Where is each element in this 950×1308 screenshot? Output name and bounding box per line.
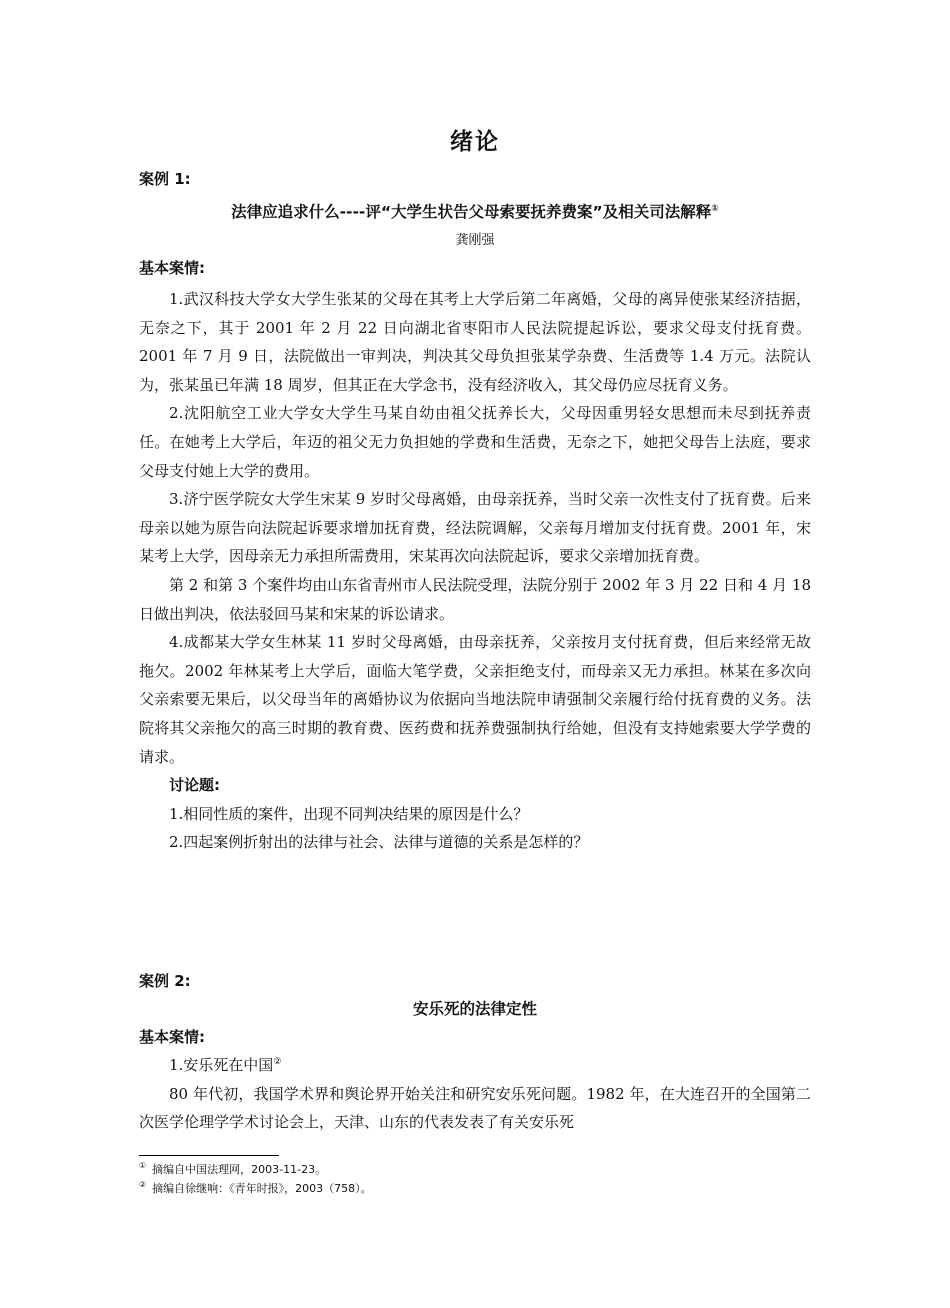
footnote-1 (139, 1161, 326, 1177)
footnote-ref-2: ② (273, 1057, 282, 1067)
footnote-2 (139, 1180, 372, 1196)
case2-label: 案例 2: (139, 972, 191, 990)
case1-paragraph: 4.成都某大学女生林某 11 岁时父母离婚，由母亲抚养，父亲按月支付抚育费，但后来经常无故拖欠。2002 年林某考上大学后，面临大笔学费，父亲拒绝支付，而母亲又无力承担。林某在多次向父亲索要无果后，以父母当年的离婚协议为依据向当地法院申请强制父亲履行给付抚育费的义务。法院将其父亲拖欠的高三时期的教育费、医药费和抚养费强制执行给她，但没有支持她索要大学学费的请求。 (139, 633, 811, 766)
case1-discussion-label: 讨论题: (169, 776, 220, 795)
case1-paragraph: 1.武汉科技大学女大学生张某的父母在其考上大学后第二年离婚，父母的离异使张某经济拮据，无奈之下，其于 2001 年 2 月 22 日向湖北省枣阳市人民法院提起诉讼，要求父母支付抚育费。2001 年 7 月 9 日，法院做出一审判决，判决其父母负担张某学杂费、生活费等 1.4 万元。法院认为，张某虽已年满 18 周岁，但其正在大学念书，没有经济收入，其父母仍应尽抚育义务。 (139, 290, 811, 394)
case2-subtitle: 安乐死的法律定性 (412, 1000, 537, 1018)
footnote-ref-1: ① (711, 203, 719, 214)
case1-paragraph: 2.沈阳航空工业大学女大学生马某自幼由祖父抚养长大，父母因重男轻女思想而未尽到抚养责任。在她考上大学后，年迈的祖父无力负担她的学费和生活费，无奈之下，她把父母告上法庭，要求父母支付她上大学的费用。 (139, 404, 811, 480)
discussion-question: 1.相同性质的案件，出现不同判决结果的原因是什么？ (169, 804, 529, 823)
footnote-text: 摘编自徐继响：《青年时报》，2003（758）。 (152, 1182, 372, 1195)
case2-basic-label: 基本案情: (139, 1028, 205, 1046)
case2-body (139, 1051, 811, 1137)
footnote-divider (139, 1155, 279, 1156)
case1-body (139, 285, 811, 857)
page-title: 绪论 (450, 129, 500, 155)
case1-author: 龚刚强 (455, 233, 495, 248)
case2-paragraph: 80 年代初，我国学术界和舆论界开始关注和研究安乐死问题。1982 年，在大连召开的全国第二次医学伦理学学术讨论会上，天津、山东的代表发表了有关安乐死 (139, 1084, 811, 1132)
discussion-question: 2.四起案例折射出的法律与社会、法律与道德的关系是怎样的？ (169, 833, 589, 852)
case1-paragraph: 3.济宁医学院女大学生宋某 9 岁时父母离婚，由母亲抚养，当时父亲一次性支付了抚育费。后来母亲以她为原告向法院起诉要求增加抚育费，经法院调解，父亲每月增加支付抚育费。2001 年，宋某考上大学，因母亲无力承担所需费用，宋某再次向法院起诉，要求父亲增加抚育费。 (139, 490, 811, 566)
case1-subtitle (0, 200, 950, 222)
case2-item1 (139, 1051, 811, 1080)
footnote-mark: ② (139, 1180, 147, 1190)
case1-label: 案例 1: (139, 170, 191, 188)
case1-subtitle-text: 法律应追求什么----评“大学生状告父母索要抚养费案”及相关司法解释 (231, 203, 712, 221)
case1-paragraph: 第 2 和第 3 个案件均由山东省青州市人民法院受理，法院分别于 2002 年 3 月 22 日和 4 月 18 日做出判决，依法驳回马某和宋某的诉讼请求。 (139, 575, 811, 623)
case1-basic-label: 基本案情: (139, 259, 205, 277)
footnote-text: 摘编自中国法理网，2003-11-23。 (152, 1163, 327, 1176)
case2-item1-text: 1.安乐死在中国 (169, 1056, 274, 1074)
footnote-mark: ① (139, 1161, 147, 1171)
